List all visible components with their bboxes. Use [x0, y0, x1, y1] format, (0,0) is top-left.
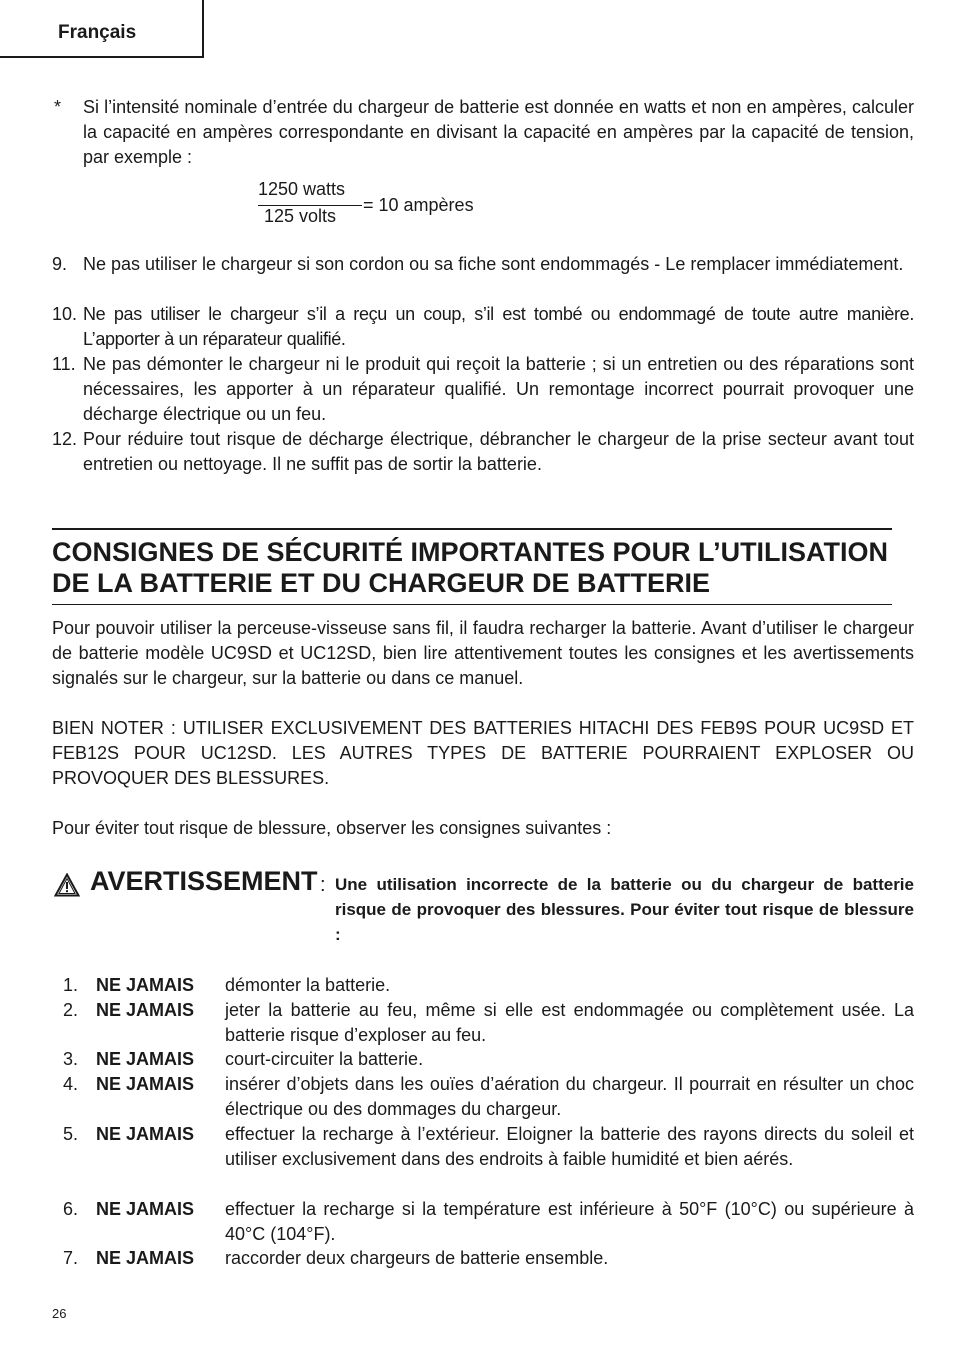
never-item — [52, 998, 914, 1048]
section-heading — [52, 528, 892, 605]
never-keyword: NE JAMAIS — [96, 1248, 195, 1268]
never-item — [52, 1197, 914, 1247]
formula-numerator: 1250 watts — [258, 179, 346, 199]
item-text: Ne pas démonter le chargeur ni le produit qui reçoit la batterie ; si un entretien ou des réparations sont nécessaires, les apporter à un réparateur qualifié. Un remontage incorrect pourrait provoquer une décharge électrique ou un feu. — [83, 354, 914, 424]
never-keyword: NE JAMAIS — [96, 975, 195, 995]
never-item-number: 3. — [62, 1049, 78, 1069]
list-item — [52, 427, 914, 477]
intro-note-text: Si l’intensité nominale d’entrée du chargeur de batterie est donnée en watts et non en ampères, calculer la capacité en ampères correspondante en divisant la capacité en ampères par la capacité de tension, par exemple : — [83, 97, 914, 167]
never-item-number: 2. — [62, 1000, 78, 1020]
warning-block — [52, 866, 914, 956]
item-number: 10. — [52, 304, 78, 324]
never-item-text: démonter la batterie. — [225, 975, 391, 995]
never-item-number: 7. — [62, 1248, 78, 1268]
never-item-text: jeter la batterie au feu, même si elle est endommagée ou complètement usée. La batterie risque d’exploser au feu. — [225, 1000, 914, 1045]
intro-paragraph: Pour pouvoir utiliser la perceuse-visseuse sans fil, il faudra recharger la batterie. Avant d’utiliser le chargeur de batterie modèle UC9SD et UC12SD, bien lire attentivement toutes les consignes et les avertissements signalés sur le chargeur, sur la batterie ou dans ce manuel. — [52, 618, 914, 688]
never-keyword: NE JAMAIS — [96, 1124, 195, 1144]
language-tab — [0, 0, 204, 58]
item-number: 9. — [52, 254, 68, 274]
never-item-number: 1. — [62, 975, 78, 995]
formula-result: = 10 ampères — [363, 195, 474, 215]
page-number: 26 — [52, 1306, 67, 1321]
never-item-number: 6. — [62, 1199, 78, 1219]
never-item-text: effectuer la recharge si la température est inférieure à 50°F (10°C) ou supérieure à 40°C (104°F). — [225, 1199, 914, 1244]
warning-colon: : — [320, 874, 326, 896]
asterisk-marker: * — [54, 97, 62, 117]
heading-line-2: DE LA BATTERIE ET DU CHARGEUR DE BATTERIE — [52, 568, 711, 598]
intro-note — [52, 95, 914, 170]
never-keyword: NE JAMAIS — [96, 1049, 195, 1069]
never-keyword: NE JAMAIS — [96, 1074, 195, 1094]
heading-line-1: CONSIGNES DE SÉCURITÉ IMPORTANTES POUR L’UTILISATION — [52, 537, 889, 567]
never-item-text: insérer d’objets dans les ouïes d’aération du chargeur. Il pourrait en résulter un choc électrique ou des dommages du chargeur. — [225, 1074, 914, 1119]
never-item — [52, 1047, 914, 1072]
warning-triangle-icon — [54, 873, 80, 897]
never-item-number: 4. — [62, 1074, 78, 1094]
language-label: Français — [58, 22, 137, 43]
never-item — [52, 1246, 914, 1271]
never-keyword: NE JAMAIS — [96, 1199, 195, 1219]
never-item — [52, 1122, 914, 1172]
item-number: 12. — [52, 429, 78, 449]
never-item — [52, 1072, 914, 1122]
item-text: Ne pas utiliser le chargeur si son cordon ou sa fiche sont endommagés - Le remplacer immédiatement. — [83, 254, 904, 274]
item-text: Pour réduire tout risque de décharge électrique, débrancher le chargeur de la prise secteur avant tout entretien ou nettoyage. Il ne suffit pas de sortir la batterie. — [83, 429, 914, 474]
never-item-text: effectuer la recharge à l’extérieur. Eloigner la batterie des rayons directs du soleil et utiliser exclusivement dans des endroits à faible humidité et bien aérés. — [225, 1124, 914, 1169]
list-item — [52, 352, 914, 427]
never-item — [52, 973, 914, 998]
warning-message: Une utilisation incorrecte de la batterie ou du chargeur de batterie risque de provoquer des blessures. Pour éviter tout risque de blessure : — [335, 875, 914, 944]
list-item — [52, 252, 914, 277]
formula-denominator: 125 volts — [264, 206, 337, 226]
never-keyword: NE JAMAIS — [96, 1000, 195, 1020]
never-item-number: 5. — [62, 1124, 78, 1144]
warning-title: AVERTISSEMENT — [90, 866, 318, 896]
notice-paragraph: BIEN NOTER : UTILISER EXCLUSIVEMENT DES BATTERIES HITACHI DES FEB9S POUR UC9SD ET FEB12S POUR UC12SD. LES AUTRES TYPES DE BATTERIE POURRAIENT EXPLOSER OU PROVOQUER DES BLESSURES. — [52, 718, 914, 788]
item-text: Ne pas utiliser le chargeur s’il a reçu un coup, s’il est tombé ou endommagé de toute autre manière. L’apporter à un réparateur qualifié. — [83, 304, 914, 349]
item-number: 11. — [52, 354, 76, 374]
list-item — [52, 302, 914, 352]
never-item-text: raccorder deux chargeurs de batterie ensemble. — [225, 1248, 609, 1268]
never-item-text: court-circuiter la batterie. — [225, 1049, 424, 1069]
instruction-paragraph: Pour éviter tout risque de blessure, observer les consignes suivantes : — [52, 818, 612, 838]
